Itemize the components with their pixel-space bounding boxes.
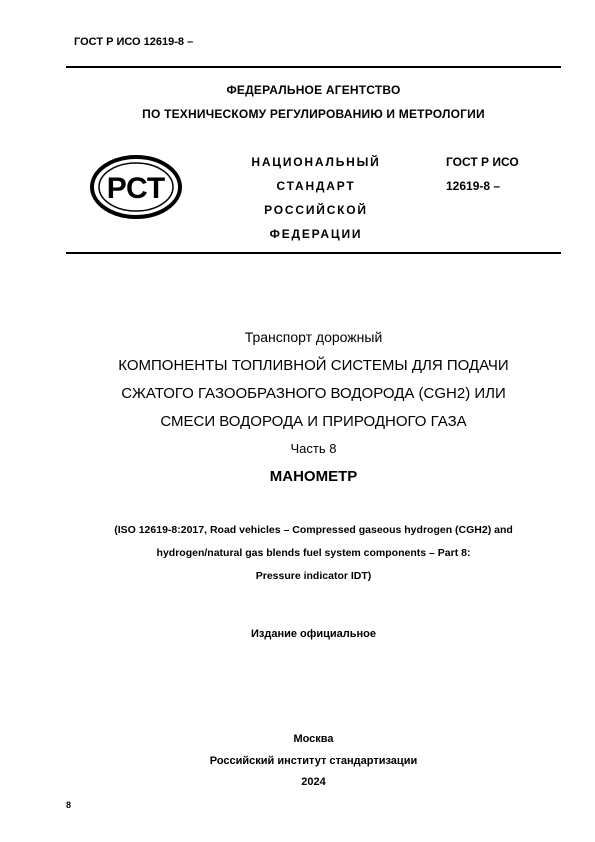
- original-standard-line-1: (ISO 12619-8:2017, Road vehicles – Compressed gaseous hydrogen (CGH2) and: [114, 524, 513, 536]
- document-code-header: ГОСТ Р ИСО 12619-8 –: [74, 36, 194, 48]
- title-line-4: СМЕСИ ВОДОРОДА И ПРИРОДНОГО ГАЗА: [160, 413, 467, 430]
- title-line-2: КОМПОНЕНТЫ ТОПЛИВНОЙ СИСТЕМЫ ДЛЯ ПОДАЧИ: [118, 357, 509, 374]
- title-category: Транспорт дорожный: [244, 329, 383, 345]
- title-name: МАНОМЕТР: [269, 468, 358, 485]
- title-line-3: СЖАТОГО ГАЗООБРАЗНОГО ВОДОРОДА (CGH2) ИЛИ: [121, 385, 506, 402]
- rst-logo-graphic: [90, 155, 182, 219]
- imprint-publisher: Российский институт стандартизации: [209, 755, 418, 767]
- agency-line-2: ПО ТЕХНИЧЕСКОМУ РЕГУЛИРОВАНИЮ И МЕТРОЛОГИИ: [142, 107, 485, 121]
- edition-label: Издание официальное: [250, 628, 377, 640]
- standard-label-line-4: ФЕДЕРАЦИИ: [269, 227, 363, 241]
- imprint-city: Москва: [293, 733, 334, 745]
- standard-code-line-1: ГОСТ Р ИСО: [446, 155, 519, 169]
- imprint-year: 2024: [301, 776, 326, 788]
- original-standard-line-2: hydrogen/natural gas blends fuel system components – Part 8:: [156, 547, 471, 559]
- title-part: Часть 8: [290, 441, 337, 456]
- agency-line-1: ФЕДЕРАЛЬНОЕ АГЕНТСТВО: [226, 83, 401, 97]
- top-divider: [66, 66, 561, 68]
- standard-label-line-1: НАЦИОНАЛЬНЫЙ: [251, 155, 381, 169]
- standard-label-line-3: РОССИЙСКОЙ: [264, 203, 368, 217]
- header-bottom-divider: [66, 252, 561, 254]
- standard-label-line-2: СТАНДАРТ: [276, 179, 356, 193]
- standard-code-line-2: 12619-8 –: [446, 179, 501, 193]
- original-standard-line-3: Pressure indicator IDT): [255, 570, 372, 582]
- page-number: 8: [66, 800, 72, 810]
- rst-logo-text: РСТ: [106, 172, 166, 205]
- rst-logo-icon: [90, 155, 182, 219]
